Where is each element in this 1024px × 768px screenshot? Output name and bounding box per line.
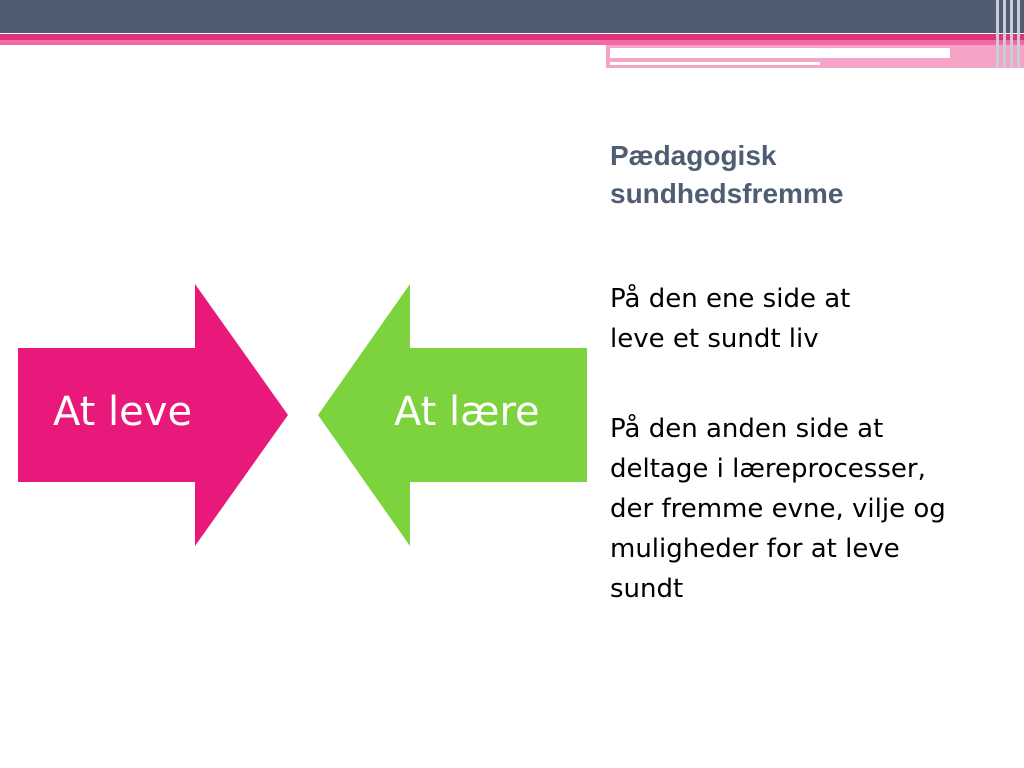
arrow-label-at-leve: At leve <box>53 389 193 435</box>
arrow-label-at-laere: At lære <box>394 389 540 435</box>
slide-title: Pædagogisk sundhedsfremme <box>610 140 844 209</box>
paragraph-1: På den ene side at leve et sundt liv <box>610 284 851 354</box>
paragraph-2: På den anden side at deltage i læreprocesser, der fremme evne, vilje og muligheder for at leve sundt <box>610 414 946 604</box>
